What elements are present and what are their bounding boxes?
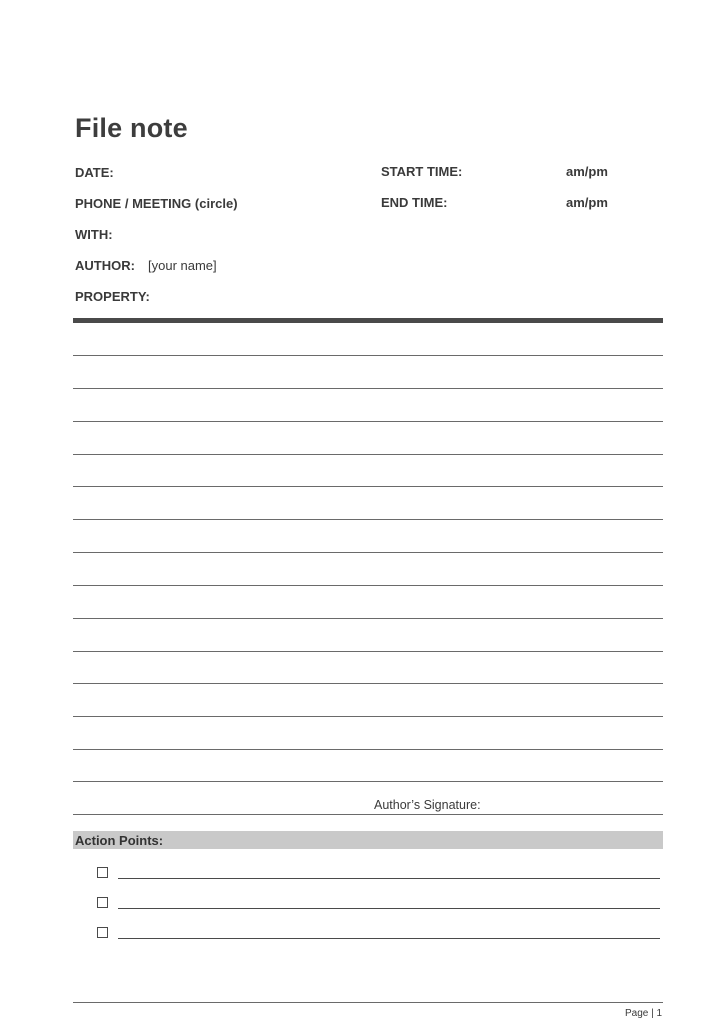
note-line [73, 618, 663, 619]
note-line [73, 749, 663, 750]
author-signature-label: Author’s Signature: [374, 798, 481, 812]
page-number: Page | 1 [625, 1008, 663, 1019]
note-line [73, 454, 663, 455]
start-time-label: START TIME: [381, 164, 463, 179]
action-line[interactable] [118, 878, 660, 879]
page-title: File note [75, 113, 188, 143]
action-points-title: Action Points: [75, 833, 164, 848]
note-line [73, 355, 663, 356]
action-line[interactable] [118, 938, 660, 939]
note-line [73, 388, 663, 389]
start-ampm: am/pm [566, 164, 608, 179]
footer-divider [73, 1002, 663, 1003]
end-time-label: END TIME: [381, 195, 448, 210]
note-line [73, 421, 663, 422]
note-line [73, 683, 663, 684]
action-line[interactable] [118, 908, 660, 909]
note-line [73, 585, 663, 586]
note-line [73, 519, 663, 520]
action-checkbox[interactable] [97, 867, 108, 878]
date-label: DATE: [75, 165, 114, 180]
action-checkbox[interactable] [97, 927, 108, 938]
with-label: WITH: [75, 227, 113, 242]
phone-meeting-label: PHONE / MEETING (circle) [75, 196, 238, 211]
action-checkbox[interactable] [97, 897, 108, 908]
author-value: [your name] [148, 258, 217, 273]
header-divider [73, 318, 663, 323]
action-points-header [73, 831, 663, 849]
note-line [73, 486, 663, 487]
note-line [73, 716, 663, 717]
note-line [73, 651, 663, 652]
author-label: AUTHOR: [75, 258, 135, 273]
signature-line[interactable] [73, 814, 663, 815]
note-line [73, 781, 663, 782]
end-ampm: am/pm [566, 195, 608, 210]
property-label: PROPERTY: [75, 289, 150, 304]
note-line [73, 552, 663, 553]
